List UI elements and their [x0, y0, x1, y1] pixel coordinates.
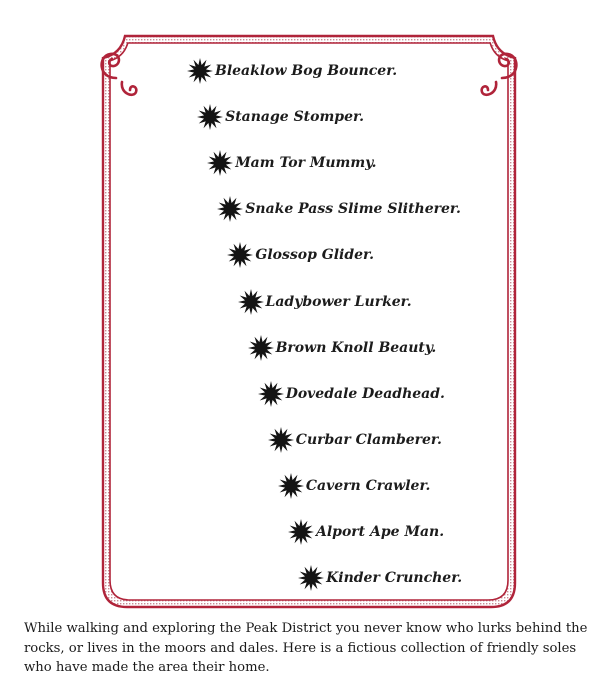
creature-list-item: [297, 563, 462, 593]
creature-list-item: [216, 194, 461, 224]
creature-name: Ladybower Lurker.: [265, 293, 412, 310]
creature-list-item: [277, 471, 431, 501]
star-burst-icon: [226, 241, 254, 269]
creature-list-item: [206, 148, 376, 178]
star-burst-icon: [186, 57, 214, 85]
creature-name: Brown Knoll Beauty.: [275, 339, 437, 356]
star-burst-icon: [206, 149, 234, 177]
star-burst-icon: [257, 380, 285, 408]
creature-name: Kinder Cruncher.: [326, 570, 463, 587]
creature-name: Mam Tor Mummy.: [235, 155, 377, 172]
star-burst-icon: [216, 195, 244, 223]
creature-list-item: [267, 425, 442, 455]
star-burst-icon: [267, 426, 295, 454]
creature-name: Alport Ape Man.: [316, 524, 445, 540]
creature-list-item: [237, 287, 412, 317]
creature-name: Glossop Glider.: [255, 247, 375, 264]
creature-list-item: [257, 379, 445, 409]
creature-name: Curbar Clamberer.: [295, 431, 442, 448]
star-burst-icon: [287, 518, 315, 546]
creature-name: Bleaklow Bog Bouncer.: [215, 63, 398, 79]
star-burst-icon: [247, 334, 275, 362]
creature-name: Snake Pass Slime Slitherer.: [245, 201, 461, 218]
caption-text: While walking and exploring the Peak District you never know who lurks behind the rocks, or lives in the moors and dales. Here is a fictious collection of friendly soles who have made the area their home.: [24, 621, 588, 675]
star-burst-icon: [297, 564, 325, 592]
creature-name: Cavern Crawler.: [305, 477, 431, 494]
creature-list-item: [247, 333, 437, 363]
star-burst-icon: [237, 288, 265, 316]
creature-list-item: [287, 517, 444, 547]
star-burst-icon: [277, 472, 305, 500]
star-burst-icon: [196, 103, 224, 131]
creature-name: Dovedale Deadhead.: [285, 385, 445, 402]
creature-name: Stanage Stomper.: [225, 109, 364, 126]
creature-list-item: [196, 102, 364, 132]
creature-list-item: [186, 56, 397, 86]
creature-list-item: [226, 240, 374, 270]
